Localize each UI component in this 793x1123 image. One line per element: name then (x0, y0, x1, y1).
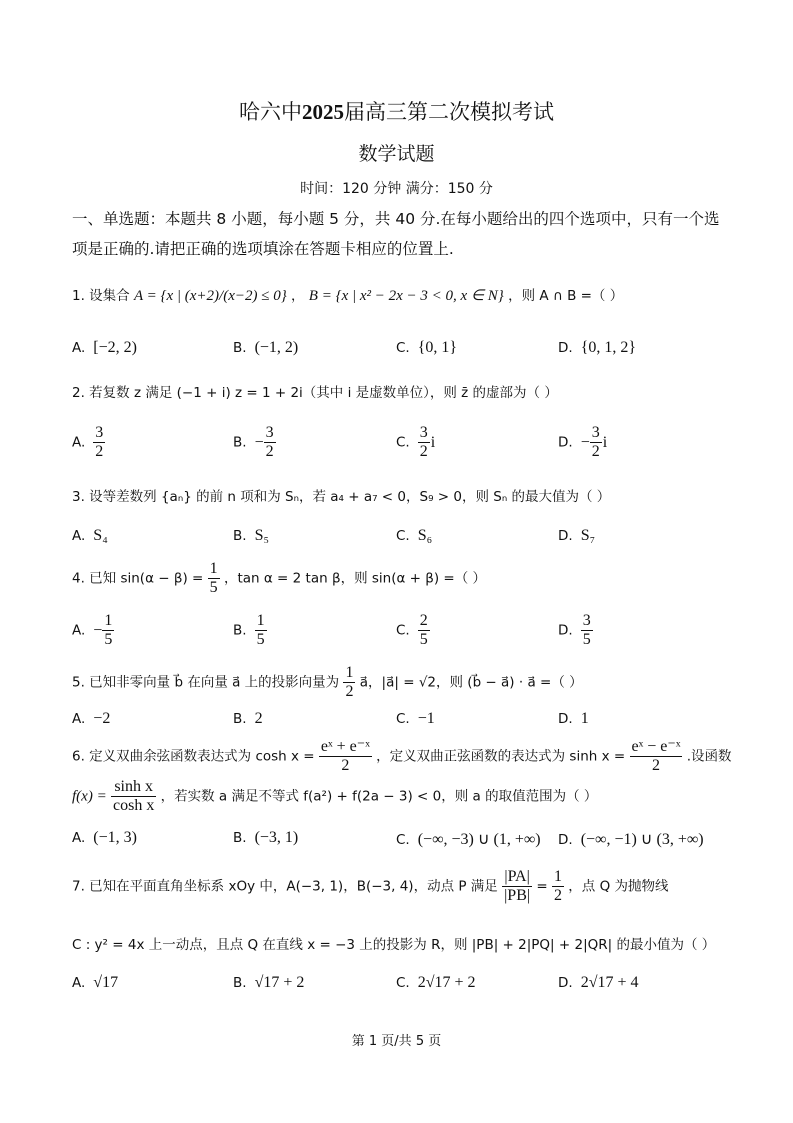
q4-option-a: A. − $\frac{1}{5}$ (72, 612, 113, 648)
q5-option-d: D. 1 (558, 710, 589, 727)
q1-option-c: C. {0, 1} (396, 339, 458, 356)
q5-option-b: B. 2 (233, 710, 263, 727)
q4-option-c: C. $\frac{2}{5}$ (396, 612, 428, 648)
q2-option-a: A. $\frac{3}{2}$ (72, 424, 104, 460)
question-7-line-1: 7. 已知在平面直角坐标系 xOy 中，A(−3, 1)，B(−3, 4)，动点 P 满足 $\frac{|PA|}{|PB|}$ = $\frac{1}{2}$ ，点 Q 为抛物线 (72, 868, 669, 904)
question-7-line-2: C : y² = 4x 上一动点，且点 Q 在直线 x = −3 上的投影为 R，则 |PB| + 2|PQ| + 2|QR| 的最小值为（ ） (72, 937, 716, 953)
q5-option-c: C. −1 (396, 710, 435, 727)
q1-set-a: A = {x | (x+2)/(x−2) ≤ 0} (133, 288, 287, 304)
q1-set-b: B = {x | x² − 2x − 3 < 0, x ∈ N} (308, 288, 504, 304)
q1-stem-c: ，则 A ∩ B =（ ） (508, 288, 624, 304)
q7-option-a: A. √17 (72, 974, 119, 991)
q7-option-b: B. √17 + 2 (233, 974, 305, 991)
time-info: 时间：120 分钟 满分：150 分 (300, 181, 493, 197)
question-3: 3. 设等差数列 {aₙ} 的前 n 项和为 Sₙ，若 a₄ + a₇ < 0，S₉ > 0，则 Sₙ 的最大值为（ ） (72, 489, 611, 505)
page-footer: 第 1 页/共 5 页 (351, 1034, 442, 1049)
q4-option-d: D. $\frac{3}{5}$ (558, 612, 591, 648)
title-year: 2025 (302, 100, 344, 124)
question-4: 4. 已知 sin(α − β) = $\frac{1}{5}$ ，tan α = 2 tan β，则 sin(α + β) =（ ） (72, 560, 487, 596)
q6-option-c: C. (−∞, −3) ∪ (1, +∞) (396, 831, 541, 848)
q7-option-d: D. 2√17 + 4 (558, 974, 639, 991)
q5-option-a: A. −2 (72, 710, 111, 727)
question-5: 5. 已知非零向量 b⃗ 在向量 a⃗ 上的投影向量为 $\frac{1}{2}$ a⃗，|a⃗| = √2，则 (b⃗ − a⃗) · a⃗ =（ ） (72, 664, 583, 700)
q6-option-b: B. (−3, 1) (233, 829, 299, 846)
q3-option-b: B. S₅ (233, 527, 270, 544)
question-6-line-2: f(x) = $\frac{\text{sinh x}}{\text{cosh x}}$ ，若实数 a 满足不等式 f(a²) + f(2a − 3) < 0，则 a 的取值范围为（ ） (72, 778, 598, 814)
title-school: 哈六中 (239, 100, 302, 124)
page-title (0, 96, 793, 126)
section-line-1: 一、单选题：本题共 8 小题，每小题 5 分，共 40 分.在每小题给出的四个选项中，只有一个选 (72, 210, 720, 228)
question-1 (72, 284, 732, 305)
q2-option-c: C. $\frac{3}{2}$ i (396, 424, 436, 460)
section-instructions (72, 204, 722, 264)
q3-option-c: C. S₆ (396, 527, 433, 544)
q7-option-c: C. 2√17 + 2 (396, 974, 476, 991)
title-rest: 届高三第二次模拟考试 (344, 100, 554, 124)
q1-option-d: D. {0, 1, 2} (558, 339, 637, 356)
q3-option-d: D. S₇ (558, 527, 596, 544)
q2-option-d: D. − $\frac{3}{2}$ i (558, 424, 608, 460)
q3-option-a: A. S₄ (72, 527, 108, 544)
q1-option-b: B. (−1, 2) (233, 339, 299, 356)
question-2: 2. 若复数 z 满足 (−1 + i) z = 1 + 2i（其中 i 是虚数单位），则 z̄ 的虚部为（ ） (72, 385, 558, 401)
question-6-line-1: 6. 定义双曲余弦函数表达式为 cosh x = $\frac{\text{eˣ + e⁻ˣ}}{2}$ ，定义双曲正弦函数的表达式为 sinh x = $\frac{\text{eˣ − e⁻ˣ}}{2}$ .设函数 (72, 738, 732, 774)
q1-stem-b: ， (291, 288, 305, 304)
q6-option-d: D. (−∞, −1) ∪ (3, +∞) (558, 831, 704, 848)
q2-option-b: B. − $\frac{3}{2}$ (233, 424, 274, 460)
q1-option-a: A. [−2, 2) (72, 339, 137, 356)
q4-option-b: B. $\frac{1}{5}$ (233, 612, 265, 648)
q6-option-a: A. (−1, 3) (72, 829, 137, 846)
q1-stem-a: 1. 设集合 (72, 288, 130, 304)
page-subtitle: 数学试题 (358, 143, 435, 165)
section-line-2: 项是正确的.请把正确的选项填涂在答题卡相应的位置上. (72, 240, 454, 258)
